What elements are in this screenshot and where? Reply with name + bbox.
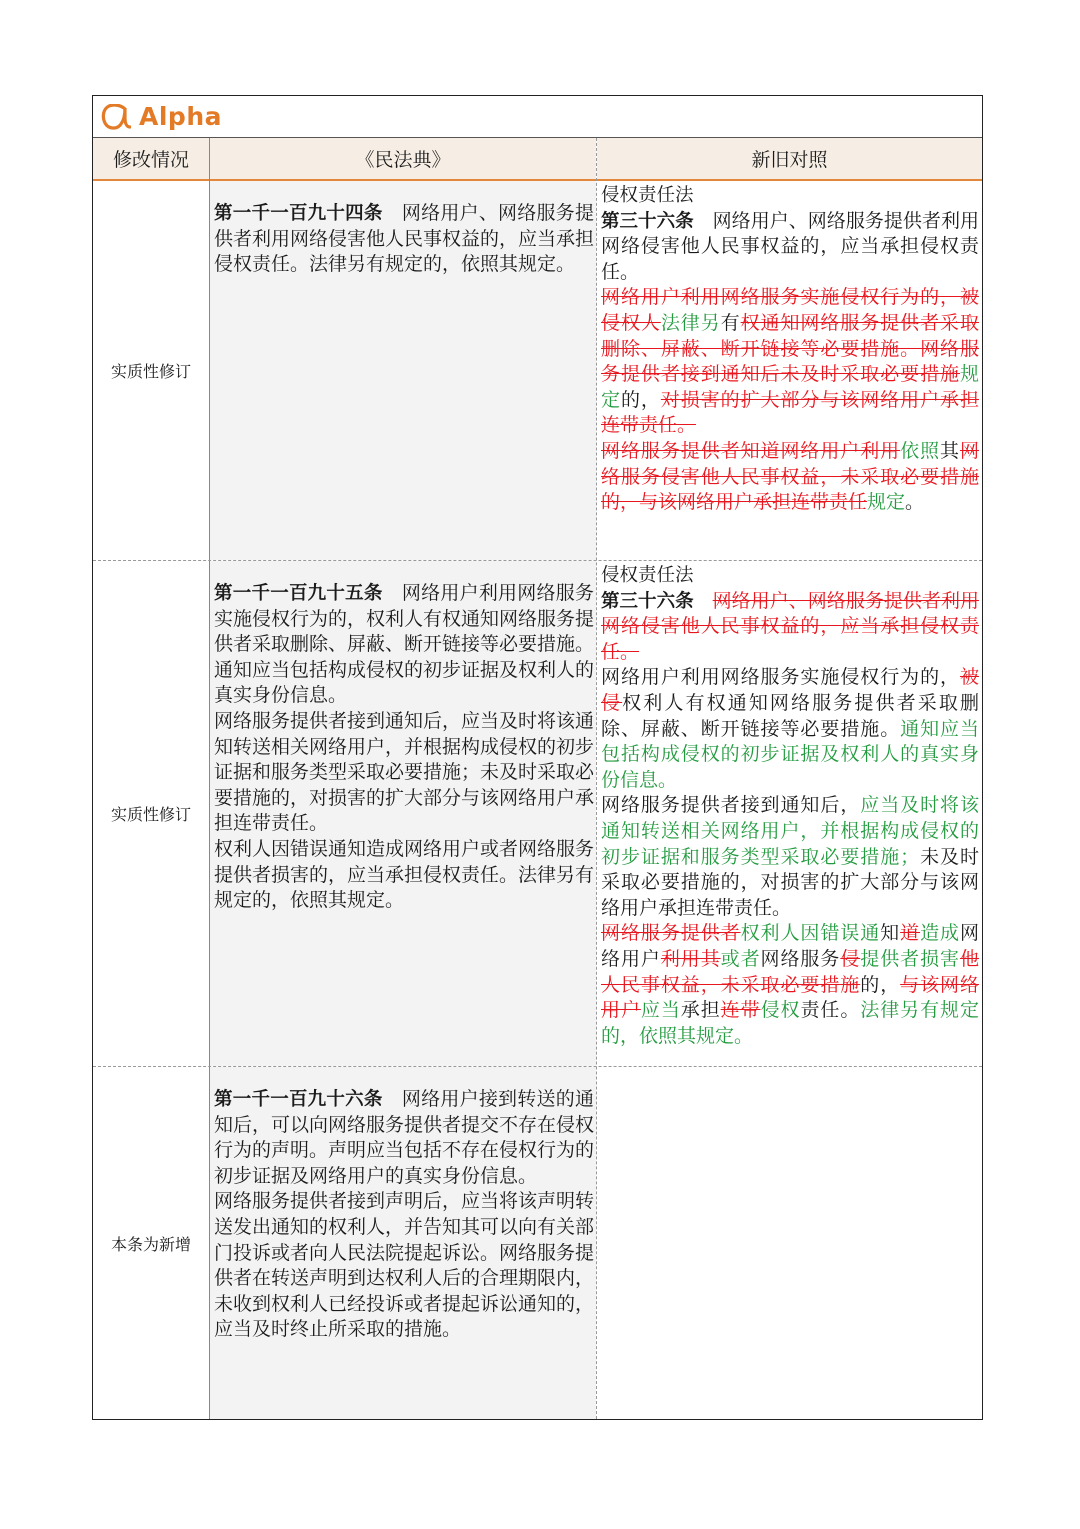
article-title: 第一千一百九十四条 xyxy=(214,203,383,224)
code-article-cell xyxy=(210,181,596,560)
code-article-text: 第一千一百九十五条 网络用户利用网络服务实施侵权行为的，权利人有权通知网络服务提供者采取删除、屏蔽、断开链接等必要措施。通知应当包括构成侵权的初步证据及权利人的真实身份信息。 xyxy=(214,582,595,707)
code-article-text: 网络服务提供者接到声明后，应当将该声明转送发出通知的权利人，并告知其可以向有关部门投诉或者向人民法院提起诉讼。网络服务提供者在转送声明到达权利人后的合理期限内，未收到权利人已经投诉或者提起诉讼通知的，应当及时终止所采取的措施。 xyxy=(214,1190,595,1341)
comparison-lead: 第三十六条 网络用户、网络服务提供者利用网络侵害他人民事权益的，应当承担侵权责任。 xyxy=(601,589,979,663)
comparison-paragraph: 网络服务提供者接到通知后，应当及时将该通知转送相关网络用户，并根据构成侵权的初步证据和服务类型采取必要措施；未及时采取必要措施的，对损害的扩大部分与该网络用户承担连带责任。 xyxy=(601,794,979,919)
comparison-cell xyxy=(597,561,981,1066)
comparison-paragraph: 网络用户利用网络服务实施侵权行为的，被侵权人法律另有权通知网络服务提供者采取删除、屏蔽、断开链接等必要措施。网络服务提供者接到通知后未及时采取必要措施规定的，对损害的扩大部分与该网络用户承担连带责任。 xyxy=(601,286,979,437)
comparison-cell xyxy=(597,181,981,560)
row-status: 实质性修订 xyxy=(110,362,191,381)
article-title: 第一千一百九十五条 xyxy=(214,583,383,604)
header-status: 修改情况 xyxy=(93,138,209,181)
comparison-lead: 第三十六条 网络用户、网络服务提供者利用网络侵害他人民事权益的，应当承担侵权责任。 xyxy=(601,209,979,283)
comparison-table xyxy=(92,95,983,1420)
comparison-paragraph: 网络服务提供者权利人因错误通知道造成网络用户利用其或者网络服务侵提供者损害他人民事权益，未采取必要措施的，与该网络用户应当承担连带侵权责任。法律另有规定的，依照其规定。 xyxy=(601,922,979,1047)
source-law: 侵权责任法 xyxy=(601,185,694,206)
article-title: 第一千一百九十六条 xyxy=(214,1089,383,1110)
code-article-text: 第一千一百九十四条 网络用户、网络服务提供者利用网络侵害他人民事权益的，应当承担侵权责任。法律另有规定的，依照其规定。 xyxy=(214,202,595,276)
row-status: 实质性修订 xyxy=(110,805,191,824)
alpha-logo-icon xyxy=(101,104,131,130)
code-article-text: 权利人因错误通知造成网络用户或者网络服务提供者损害的，应当承担侵权责任。法律另有规定的，依照其规定。 xyxy=(214,837,595,912)
comparison-paragraph: 网络服务提供者知道网络用户利用依照其网络服务侵害他人民事权益，未采取必要措施的，与该网络用户承担连带责任规定。 xyxy=(601,439,979,514)
header-civil-code: 《民法典》 xyxy=(210,138,596,181)
brand-bar xyxy=(93,96,982,138)
code-article-cell xyxy=(210,561,596,1066)
comparison-cell-empty xyxy=(597,1067,981,1419)
code-article-text: 网络服务提供者接到通知后，应当及时将该通知转送相关网络用户，并根据构成侵权的初步证据和服务类型采取必要措施；未及时采取必要措施的，对损害的扩大部分与该网络用户承担连带责任。 xyxy=(214,709,595,835)
code-article-cell xyxy=(210,1067,596,1419)
comparison-paragraph: 网络用户利用网络服务实施侵权行为的，被侵权利人有权通知网络服务提供者采取删除、屏蔽、断开链接等必要措施。通知应当包括构成侵权的初步证据及权利人的真实身份信息。 xyxy=(601,666,979,791)
row-status: 本条为新增 xyxy=(110,1234,191,1254)
source-law: 侵权责任法 xyxy=(601,565,694,586)
brand-name: Alpha xyxy=(139,102,222,131)
code-article-text: 第一千一百九十六条 网络用户接到转送的通知后，可以向网络服务提供者提交不存在侵权行为的声明。声明应当包括不存在侵权行为的初步证据及网络用户的真实身份信息。 xyxy=(214,1088,595,1187)
header-comparison: 新旧对照 xyxy=(597,138,982,181)
